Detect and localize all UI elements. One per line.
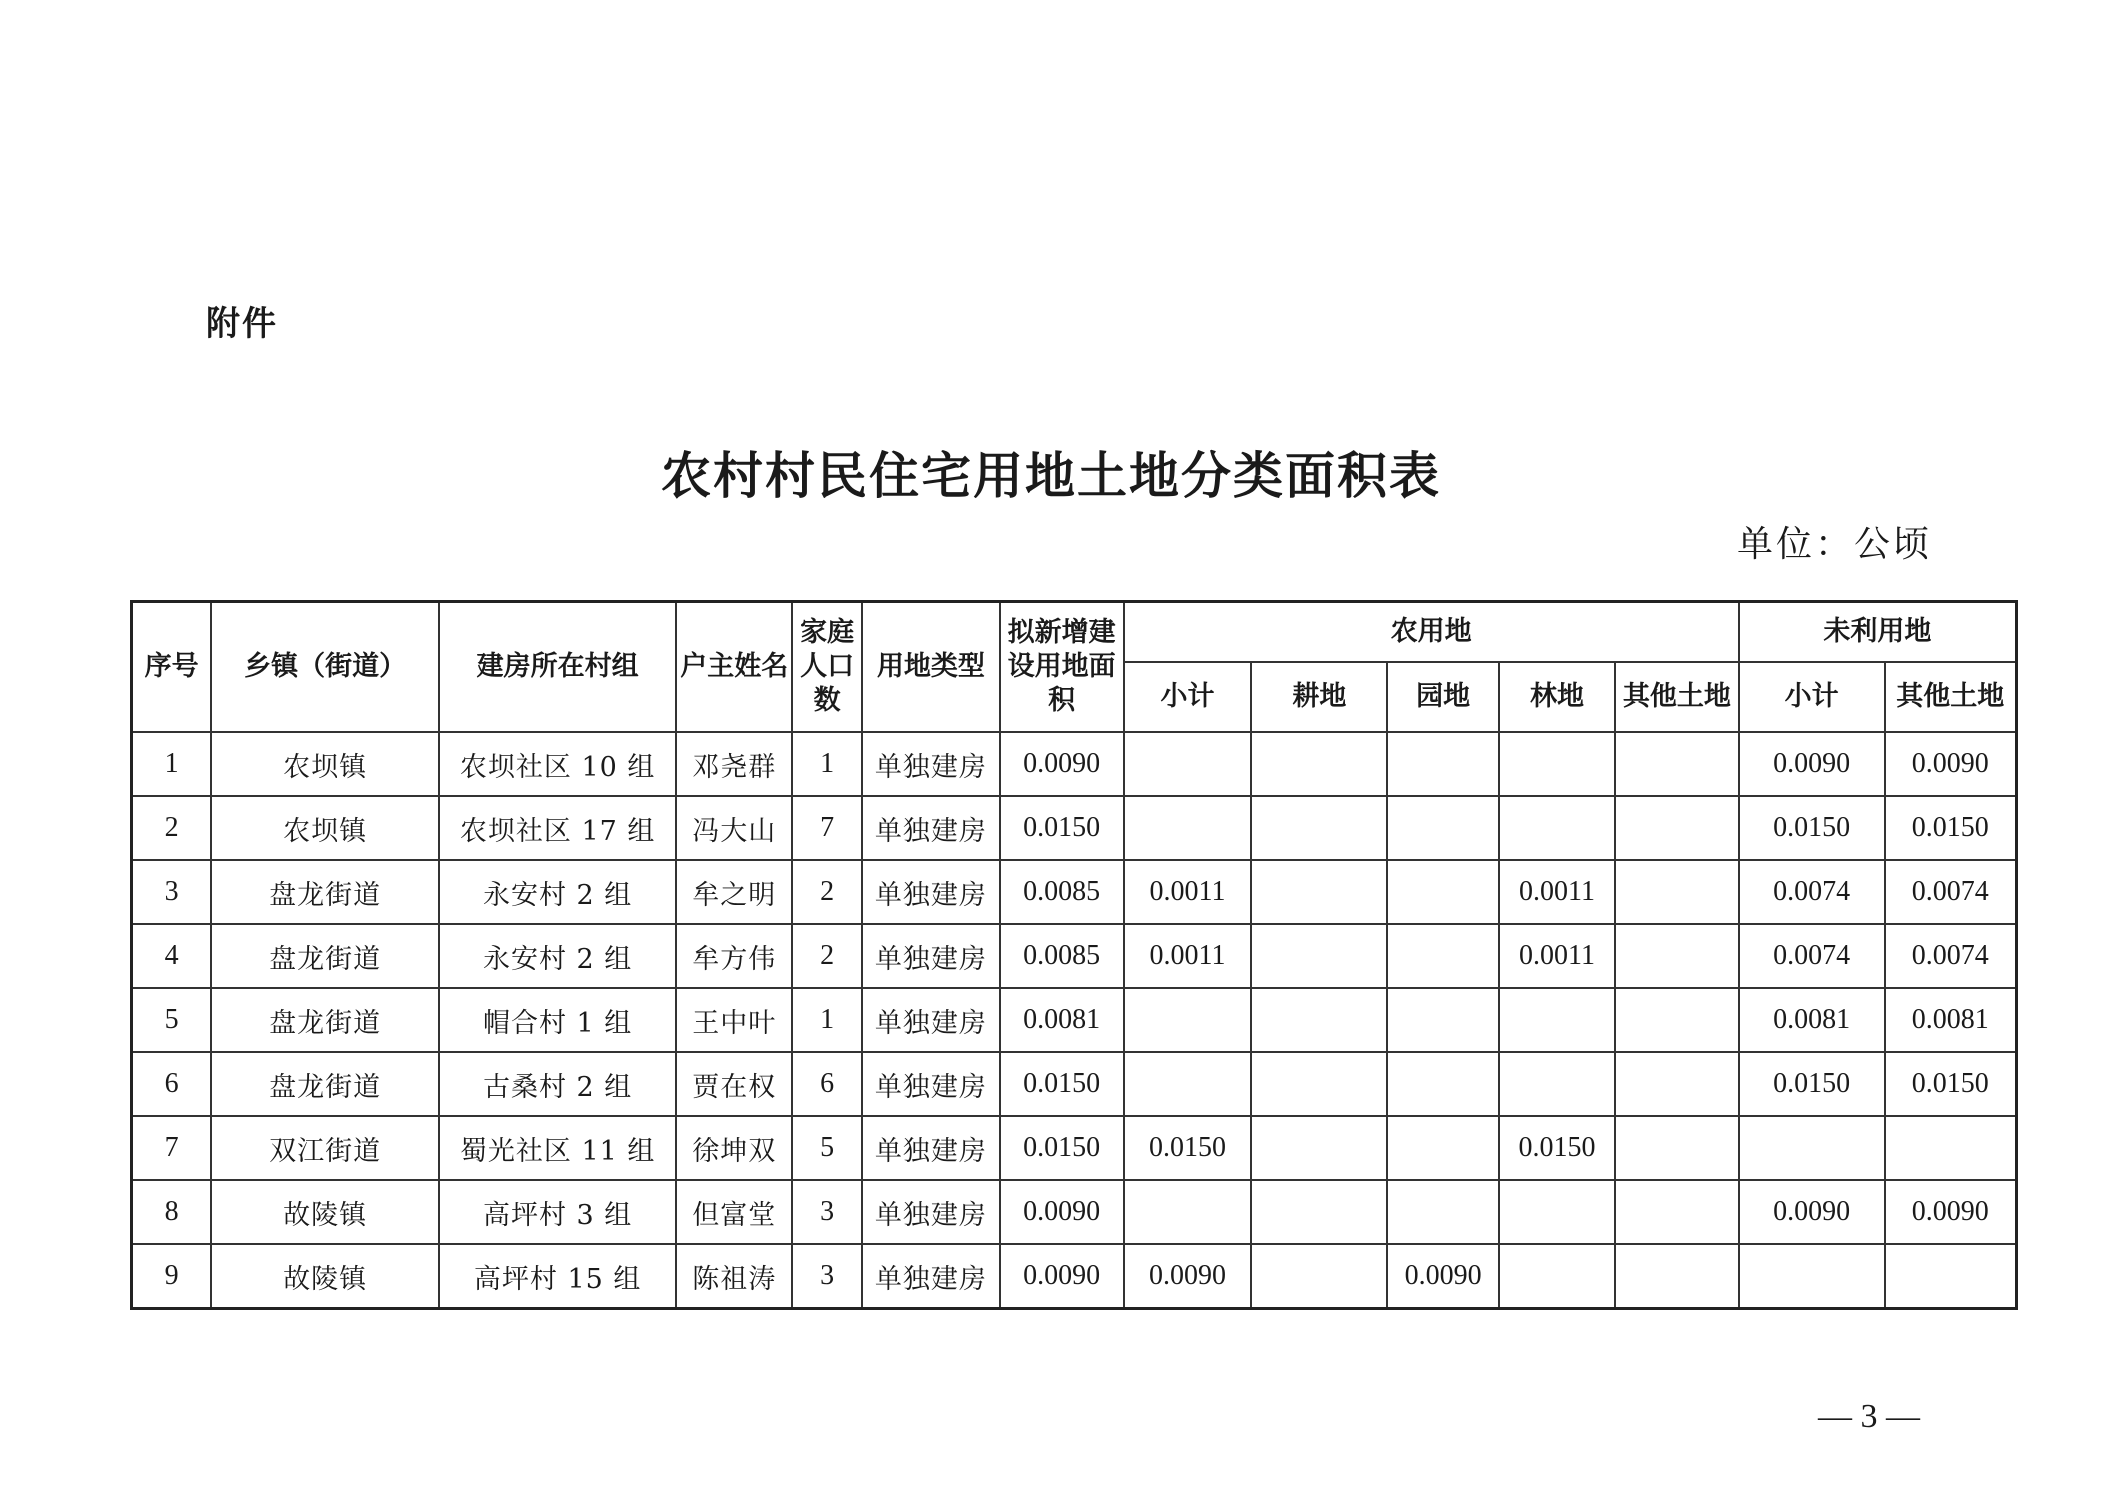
land-classification-table <box>130 600 2018 1310</box>
cell-new-area: 0.0085 <box>1000 860 1124 924</box>
cell-agri-forest <box>1499 796 1615 860</box>
cell-village: 古桑村 2 组 <box>439 1052 676 1116</box>
table-row <box>132 860 2017 924</box>
table-row <box>132 924 2017 988</box>
cell-seq: 9 <box>132 1244 212 1309</box>
cell-village: 农坝社区 10 组 <box>439 732 676 796</box>
cell-owner: 陈祖涛 <box>676 1244 792 1309</box>
cell-agri-other <box>1615 732 1739 796</box>
cell-agri-garden <box>1387 1052 1499 1116</box>
cell-town: 农坝镇 <box>211 796 439 860</box>
cell-village: 农坝社区 17 组 <box>439 796 676 860</box>
cell-population: 5 <box>792 1116 862 1180</box>
cell-population: 7 <box>792 796 862 860</box>
cell-seq: 5 <box>132 988 212 1052</box>
cell-village: 高坪村 15 组 <box>439 1244 676 1309</box>
cell-unused-other: 0.0074 <box>1885 924 2017 988</box>
table-row <box>132 1052 2017 1116</box>
header-agri-garden: 园地 <box>1387 662 1499 732</box>
attachment-label: 附件 <box>206 304 278 344</box>
cell-population: 1 <box>792 988 862 1052</box>
header-unused-group: 未利用地 <box>1739 602 2017 663</box>
cell-village: 永安村 2 组 <box>439 860 676 924</box>
cell-land-type: 单独建房 <box>862 924 1000 988</box>
cell-unused-subtotal: 0.0150 <box>1739 796 1885 860</box>
cell-agri-arable <box>1251 732 1387 796</box>
cell-village: 蜀光社区 11 组 <box>439 1116 676 1180</box>
cell-agri-subtotal: 0.0011 <box>1124 860 1252 924</box>
cell-agri-garden <box>1387 988 1499 1052</box>
table-row <box>132 796 2017 860</box>
cell-agri-subtotal <box>1124 732 1252 796</box>
cell-land-type: 单独建房 <box>862 1244 1000 1309</box>
table-body <box>132 732 2017 1309</box>
cell-agri-garden: 0.0090 <box>1387 1244 1499 1309</box>
cell-village: 永安村 2 组 <box>439 924 676 988</box>
header-owner: 户主姓名 <box>676 602 792 733</box>
cell-owner: 牟之明 <box>676 860 792 924</box>
cell-agri-forest <box>1499 1180 1615 1244</box>
cell-agri-forest <box>1499 1052 1615 1116</box>
cell-agri-arable <box>1251 988 1387 1052</box>
cell-unused-other: 0.0081 <box>1885 988 2017 1052</box>
cell-new-area: 0.0150 <box>1000 1116 1124 1180</box>
cell-agri-arable <box>1251 1244 1387 1309</box>
cell-town: 盘龙街道 <box>211 860 439 924</box>
cell-agri-other <box>1615 924 1739 988</box>
cell-population: 2 <box>792 860 862 924</box>
cell-agri-other <box>1615 860 1739 924</box>
cell-town: 盘龙街道 <box>211 924 439 988</box>
header-population: 家庭人口数 <box>792 602 862 733</box>
cell-seq: 3 <box>132 860 212 924</box>
cell-agri-other <box>1615 1052 1739 1116</box>
cell-unused-subtotal: 0.0074 <box>1739 860 1885 924</box>
cell-agri-subtotal: 0.0090 <box>1124 1244 1252 1309</box>
cell-agri-forest: 0.0011 <box>1499 924 1615 988</box>
cell-agri-garden <box>1387 1116 1499 1180</box>
cell-agri-arable <box>1251 796 1387 860</box>
cell-agri-other <box>1615 796 1739 860</box>
cell-unused-subtotal: 0.0081 <box>1739 988 1885 1052</box>
cell-agri-arable <box>1251 1052 1387 1116</box>
cell-agri-arable <box>1251 1180 1387 1244</box>
cell-new-area: 0.0085 <box>1000 924 1124 988</box>
cell-unused-subtotal <box>1739 1244 1885 1309</box>
cell-unused-other <box>1885 1244 2017 1309</box>
header-unused-subtotal: 小计 <box>1739 662 1885 732</box>
table-row <box>132 732 2017 796</box>
cell-agri-subtotal: 0.0011 <box>1124 924 1252 988</box>
table-row <box>132 1180 2017 1244</box>
cell-agri-subtotal <box>1124 796 1252 860</box>
cell-owner: 王中叶 <box>676 988 792 1052</box>
cell-owner: 贾在权 <box>676 1052 792 1116</box>
cell-seq: 6 <box>132 1052 212 1116</box>
cell-agri-forest <box>1499 732 1615 796</box>
page-number: — 3 — <box>1818 1398 1920 1435</box>
header-agri-arable: 耕地 <box>1251 662 1387 732</box>
cell-population: 6 <box>792 1052 862 1116</box>
table-row <box>132 1244 2017 1309</box>
cell-agri-garden <box>1387 796 1499 860</box>
cell-population: 3 <box>792 1244 862 1309</box>
header-agri-other: 其他土地 <box>1615 662 1739 732</box>
cell-agri-forest: 0.0011 <box>1499 860 1615 924</box>
header-unused-other: 其他土地 <box>1885 662 2017 732</box>
cell-unused-subtotal: 0.0150 <box>1739 1052 1885 1116</box>
cell-town: 农坝镇 <box>211 732 439 796</box>
header-seq: 序号 <box>132 602 212 733</box>
cell-owner: 徐坤双 <box>676 1116 792 1180</box>
cell-unused-other: 0.0150 <box>1885 796 2017 860</box>
header-land-type: 用地类型 <box>862 602 1000 733</box>
cell-new-area: 0.0090 <box>1000 1244 1124 1309</box>
cell-agri-garden <box>1387 860 1499 924</box>
cell-unused-subtotal: 0.0090 <box>1739 732 1885 796</box>
cell-unused-other: 0.0150 <box>1885 1052 2017 1116</box>
header-new-area: 拟新增建设用地面积 <box>1000 602 1124 733</box>
cell-seq: 7 <box>132 1116 212 1180</box>
cell-population: 1 <box>792 732 862 796</box>
cell-seq: 8 <box>132 1180 212 1244</box>
cell-unused-subtotal: 0.0074 <box>1739 924 1885 988</box>
cell-agri-subtotal: 0.0150 <box>1124 1116 1252 1180</box>
cell-new-area: 0.0090 <box>1000 732 1124 796</box>
cell-agri-subtotal <box>1124 1180 1252 1244</box>
cell-owner: 但富堂 <box>676 1180 792 1244</box>
cell-village: 帽合村 1 组 <box>439 988 676 1052</box>
header-agri-forest: 林地 <box>1499 662 1615 732</box>
cell-village: 高坪村 3 组 <box>439 1180 676 1244</box>
cell-land-type: 单独建房 <box>862 1180 1000 1244</box>
cell-land-type: 单独建房 <box>862 796 1000 860</box>
cell-agri-other <box>1615 988 1739 1052</box>
header-agri-group: 农用地 <box>1124 602 1739 663</box>
header-agri-subtotal: 小计 <box>1124 662 1252 732</box>
cell-new-area: 0.0081 <box>1000 988 1124 1052</box>
cell-seq: 4 <box>132 924 212 988</box>
cell-town: 盘龙街道 <box>211 1052 439 1116</box>
cell-agri-subtotal <box>1124 988 1252 1052</box>
cell-town: 双江街道 <box>211 1116 439 1180</box>
cell-unused-other: 0.0090 <box>1885 1180 2017 1244</box>
header-town: 乡镇（街道） <box>211 602 439 733</box>
cell-owner: 冯大山 <box>676 796 792 860</box>
cell-unused-subtotal: 0.0090 <box>1739 1180 1885 1244</box>
cell-land-type: 单独建房 <box>862 732 1000 796</box>
header-village: 建房所在村组 <box>439 602 676 733</box>
cell-town: 故陵镇 <box>211 1244 439 1309</box>
cell-agri-subtotal <box>1124 1052 1252 1116</box>
cell-land-type: 单独建房 <box>862 860 1000 924</box>
cell-owner: 牟方伟 <box>676 924 792 988</box>
cell-agri-arable <box>1251 924 1387 988</box>
cell-population: 2 <box>792 924 862 988</box>
cell-land-type: 单独建房 <box>862 1116 1000 1180</box>
cell-agri-forest: 0.0150 <box>1499 1116 1615 1180</box>
cell-agri-forest <box>1499 988 1615 1052</box>
cell-town: 盘龙街道 <box>211 988 439 1052</box>
cell-agri-other <box>1615 1116 1739 1180</box>
cell-agri-garden <box>1387 1180 1499 1244</box>
cell-town: 故陵镇 <box>211 1180 439 1244</box>
cell-seq: 1 <box>132 732 212 796</box>
cell-agri-arable <box>1251 860 1387 924</box>
unit-label: 单位：公顷 <box>1736 524 1932 565</box>
cell-agri-forest <box>1499 1244 1615 1309</box>
cell-unused-subtotal <box>1739 1116 1885 1180</box>
cell-seq: 2 <box>132 796 212 860</box>
cell-agri-other <box>1615 1180 1739 1244</box>
cell-owner: 邓尧群 <box>676 732 792 796</box>
cell-land-type: 单独建房 <box>862 1052 1000 1116</box>
cell-new-area: 0.0150 <box>1000 796 1124 860</box>
cell-agri-garden <box>1387 924 1499 988</box>
cell-new-area: 0.0090 <box>1000 1180 1124 1244</box>
cell-unused-other: 0.0090 <box>1885 732 2017 796</box>
cell-land-type: 单独建房 <box>862 988 1000 1052</box>
cell-agri-other <box>1615 1244 1739 1309</box>
cell-unused-other <box>1885 1116 2017 1180</box>
table-row <box>132 1116 2017 1180</box>
cell-new-area: 0.0150 <box>1000 1052 1124 1116</box>
cell-population: 3 <box>792 1180 862 1244</box>
cell-agri-arable <box>1251 1116 1387 1180</box>
cell-unused-other: 0.0074 <box>1885 860 2017 924</box>
cell-agri-garden <box>1387 732 1499 796</box>
page-title: 农村村民住宅用地土地分类面积表 <box>661 446 1441 505</box>
table-row <box>132 988 2017 1052</box>
